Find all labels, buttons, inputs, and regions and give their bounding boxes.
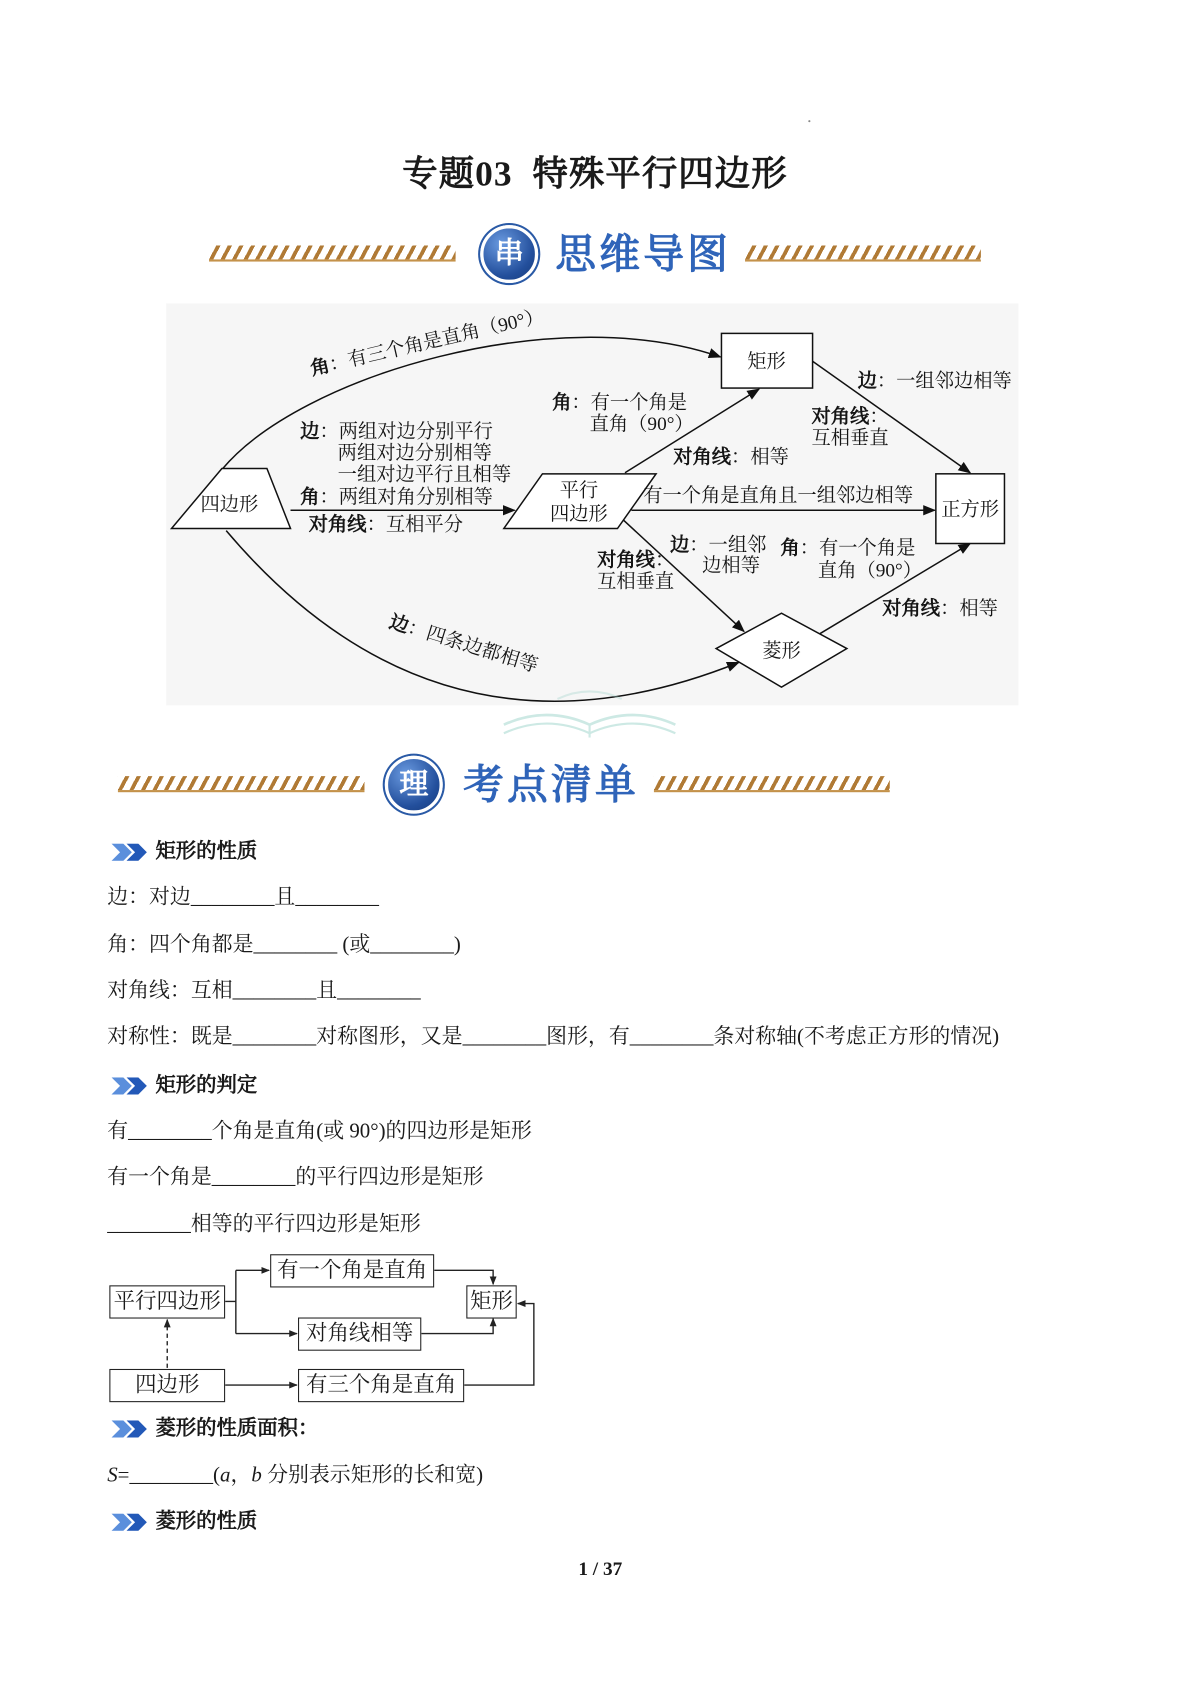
label-text: 两组对边分别相等: [337, 442, 492, 464]
double-chevron-icon: [111, 844, 150, 861]
label-key: 对角线: [811, 406, 870, 428]
label-text: ：有三个角是直角（90°）: [327, 305, 547, 376]
node-square-label: 正方形: [941, 499, 1000, 521]
label-text: ：: [869, 406, 889, 428]
fill-blank-line: 对称性：既是________对称图形，又是________图形，有________条对称轴(不考虑正方形的情况): [107, 1025, 1000, 1049]
label-text: ：有一个角是: [799, 538, 916, 560]
label-quad-to-para-line1: [300, 419, 493, 442]
label-rect-to-square-diagonal: [812, 404, 889, 427]
label-quad-to-para-line2: [338, 442, 492, 464]
label-key: 对角线: [308, 514, 367, 536]
double-chevron-icon: [111, 1514, 150, 1531]
section-heading-text: 菱形的性质: [155, 1510, 258, 1533]
connector-one-right-angle-to-rectangle: [434, 1270, 493, 1284]
node-parallelogram-label-line2: 四边形: [549, 503, 608, 525]
label-key: 角: [552, 392, 572, 414]
label-key: 边: [386, 611, 412, 638]
variable-s: S: [107, 1464, 118, 1487]
page-number: 1 / 37: [578, 1557, 623, 1580]
banner-stripe-right: [654, 776, 890, 792]
fill-blank-line: 边：对边________且________: [107, 886, 379, 910]
connector-split: [225, 1270, 236, 1333]
label-para-to-square: 有一个角是直角且一组邻边相等: [643, 485, 914, 507]
node-rhombus-label: 菱形: [762, 641, 801, 663]
checklist-badge-icon: 理: [385, 756, 443, 814]
formula-note: 分别表示矩形的长和宽): [261, 1464, 484, 1487]
label-para-to-rect-angle-line2: 直角（90°）: [589, 413, 694, 435]
label-key: 边: [300, 421, 320, 443]
variable-a: a: [220, 1464, 231, 1487]
formula-separator: ，: [230, 1464, 252, 1487]
label-text: ：两组对角分别相等: [319, 486, 493, 508]
double-chevron-icon: [111, 1077, 150, 1094]
label-text: ：相等: [731, 447, 789, 469]
label-para-to-rhombus-diagonal-line2: 互相垂直: [597, 571, 675, 593]
label-text: ：四条边都相等: [405, 617, 541, 677]
section-heading-rhombus-area: [111, 1416, 318, 1442]
label-quad-to-para-line3: [338, 463, 512, 485]
label-para-to-rhombus-side: [670, 533, 766, 556]
fill-blank-line: 有一个角是________的平行四边形是矩形: [107, 1166, 484, 1189]
flowchart-box-rectangle: 矩形: [466, 1285, 516, 1318]
label-key: 对角线: [597, 550, 655, 572]
section-heading-text: 矩形的判定: [155, 1074, 258, 1097]
section-heading-text: 矩形的性质: [155, 840, 258, 863]
fill-blank-line: 有________个角是直角(或 90°)的四边形是矩形: [107, 1120, 532, 1143]
label-text: ：有一个角是: [571, 392, 688, 414]
mind-map-banner-title: 思维导图: [555, 229, 732, 278]
label-key: 边: [857, 370, 877, 392]
label-rhombus-to-square-angle-line2: 直角（90°）: [817, 560, 923, 582]
label-text: ：相等: [940, 598, 998, 620]
label-text: ：: [654, 550, 675, 572]
label-key: 角: [300, 486, 320, 508]
label-text: ：一组邻: [689, 535, 767, 557]
fill-blank-line: 对角线：互相________且________: [107, 979, 421, 1003]
watermark-book-logo: [482, 682, 696, 742]
label-quad-to-para-line5: [309, 513, 463, 536]
flowchart-box-equal-diagonals: 对角线相等: [298, 1317, 421, 1350]
label-quad-to-para-line4: [300, 485, 493, 508]
label-para-to-rect-angle: [552, 390, 687, 413]
double-chevron-icon: [111, 1420, 150, 1437]
section-heading-rhombus-properties: [111, 1509, 257, 1535]
label-key: 边: [670, 535, 690, 557]
label-key: 角: [308, 355, 332, 381]
flowchart-box-three-right-angles: 有三个角是直角: [298, 1369, 464, 1402]
label-para-to-rhombus-side-line2: 边相等: [702, 555, 761, 577]
connector-equal-diagonals-to-rectangle: [421, 1319, 493, 1334]
section-heading-rectangle-judgement: [111, 1073, 257, 1099]
section-heading-rectangle-properties: [111, 839, 257, 865]
label-text: 一组对边平行且相等: [337, 464, 512, 486]
fill-blank-line: ________相等的平行四边形是矩形: [107, 1213, 421, 1237]
label-key: 对角线: [673, 447, 732, 469]
label-key: 对角线: [882, 598, 941, 620]
label-rect-to-square-side: [858, 369, 1012, 392]
label-key: 角: [780, 538, 800, 560]
node-parallelogram-label-line1: 平行: [559, 480, 599, 502]
area-formula-line: [107, 1461, 483, 1491]
formula-equals-blank: =________(: [117, 1464, 221, 1487]
label-para-to-rect-diagonal: [673, 445, 789, 468]
flowchart-box-one-right-angle: 有一个角是直角: [270, 1254, 434, 1287]
flowchart-box-parallelogram: 平行四边形: [109, 1285, 225, 1318]
label-text: ：两组对边分别平行: [319, 421, 493, 443]
flowchart-box-quadrilateral: 四边形: [109, 1369, 225, 1402]
label-rect-to-square-diagonal-line2: 互相垂直: [811, 427, 889, 449]
banner-stripe-left: [118, 776, 365, 792]
page-title: 专题03 特殊平行四边形: [402, 155, 788, 195]
label-text: ：一组邻边相等: [876, 370, 1012, 392]
label-rhombus-to-square-angle: [780, 536, 915, 559]
label-para-to-rhombus-diagonal: [597, 548, 674, 571]
mind-map-badge-icon: 串: [480, 225, 538, 283]
variable-b: b: [251, 1464, 262, 1487]
mind-map-diagram: [0, 0, 1190, 750]
label-rhombus-to-square-diagonal: [882, 596, 998, 619]
section-heading-text: 菱形的性质面积：: [155, 1417, 319, 1440]
checklist-banner-title: 考点清单: [463, 760, 639, 809]
node-quadrilateral-label: 四边形: [200, 494, 259, 516]
fill-blank-line: 角：四个角都是________ (或________): [107, 933, 461, 957]
node-rectangle-label: 矩形: [747, 351, 786, 373]
label-text: ：互相平分: [366, 514, 463, 536]
